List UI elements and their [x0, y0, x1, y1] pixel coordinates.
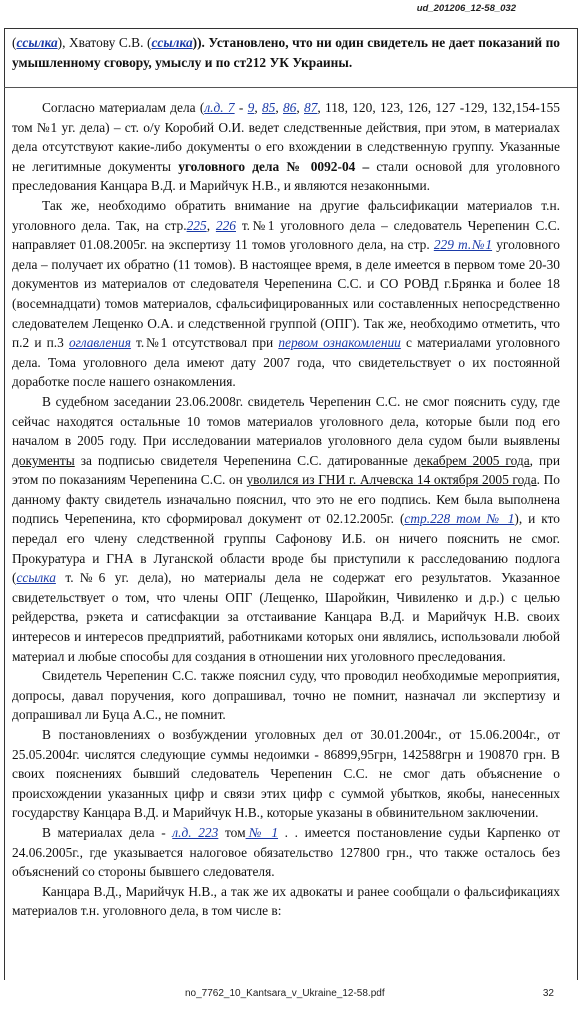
- link-reference[interactable]: ссылка: [16, 35, 58, 50]
- paragraph-judge-ruling: В материалах дела - л.д. 223 том№ 1 . . имеется постановление судьи Карпенко от 24.06.2005г., где указывается налоговое обязательство 127800 грн., что также осталось без объяснений со стороны бывшего следователя.: [12, 824, 561, 880]
- link-reference[interactable]: ссылка: [16, 570, 56, 586]
- intro-block: [12, 33, 560, 72]
- document-id-header: ud_201206_12-58_032: [416, 3, 516, 14]
- page-number: 32: [542, 988, 554, 999]
- main-text: [12, 94, 560, 921]
- paragraph-complaints: Канцара В.Д., Марийчук Н.В., а так же их адвокаты и ранее сообщали о фальсификациях материалов т.н. уголовного дела, в том числе в:: [12, 883, 560, 919]
- link-case-page[interactable]: 86: [282, 100, 297, 115]
- link-volume[interactable]: № 1: [245, 824, 279, 840]
- link-case-page[interactable]: стр.228 том № 1: [404, 511, 515, 527]
- paragraph-case-materials: Согласно материалам дела (л.д. 7 - 9, 85, 86, 87, 118, 120, 123, 126, 127 -129, 132,154-155 том №1 уг. дела) – ст. о/у Коробий О.И. ведет следственные действия, при этом, в материалах дела отсутствуют какие-либо документы о его вхождении в следственную группу. Указанные не легитимные документы уголовного дела № 0092-04 – стали основой для уголовного преследования Канцара В.Д. и Марийчук Н.В., и являются незаконными.: [12, 100, 560, 194]
- link-reference[interactable]: ссылка: [151, 35, 193, 50]
- link-first-review[interactable]: первом ознакомлении: [278, 335, 401, 351]
- link-case-page[interactable]: 226: [215, 217, 236, 233]
- link-case-page[interactable]: 85: [261, 100, 276, 115]
- paragraph-court-hearing: В судебном заседании 23.06.2008г. свидетель Черепенин С.С. не смог пояснить суду, где сейчас находятся остальные 10 томов материалов уголовного дела, которые были под его началом в 2005 году. При исследовании материалов уголовного дела судом были выявлены документы за подписью свидетеля Черепенина С.С. датированные декабрем 2005 года, при этом по показаниям Черепенина С.С. он уволился из ГНИ г. Алчевска 14 октября 2005 года. По данному факту свидетель изначально пояснил, что это не его подпись. Кем была выполнена подпись Черепенина, кто сформировал документ от 02.12.2005г. (стр.228 том № 1), и кто передал его члену следственной группы Сафонову И.Б. он ничего пояснить не смог. Прокуратура и ГНА в Луганской области вроде бы приступили к расследованию подлога (ссылка т.№6 уг. дела), но материалы дела не содержат его результатов. Указанное свидетельствует о том, что члены ОПГ (Лещенко, Шаройкин, Чивиленко и д.р.) с целью рейдерства, рэкета и сатисфакции за отстаивание Канцара В.Д. и Марийчук Н.В. своих интересов и интересов предприятий, работниками которых они являлись, использовали любой материал и любые способы для создания в отношении них уголовного преследования.: [12, 393, 560, 664]
- link-case-page[interactable]: л.д. 7: [204, 100, 235, 115]
- link-table-of-contents[interactable]: оглавления: [68, 335, 131, 351]
- link-case-page[interactable]: 87: [304, 100, 318, 115]
- section-divider: [4, 87, 577, 88]
- link-case-page[interactable]: 225: [186, 217, 207, 233]
- footer-filename: no_7762_10_Kantsara_v_Ukraine_12-58.pdf: [185, 988, 385, 999]
- paragraph-witness: Свидетель Черепенин С.С. также пояснил суду, что проводил необходимые мероприятия, допросы, давал поручения, кого допрашивал, точно не помнит, назначал ли экспертизу и допрашивал ли Буца А.С., не помнит.: [12, 668, 560, 723]
- paragraph-falsifications: Так же, необходимо обратить внимание на другие фальсификации материалов т.н. уголовного дела. Так, на стр.225, 226 т.№1 уголовного дела – следователь Черепенин С.С. направляет 01.08.2005г. на экспертизу 11 томов уголовного дела, на стр. 229 т.№1 уголовного дела – получает их обратно (11 томов). В настоящее время, в деле имеется в первом томе 20-30 документов из материалов от следователя Черепенина С.С. и СО РОВД г.Брянка и более 18 (восемнадцати) томов материалов, сфальсифицированных или составленных непосредственно следователем Лещенко О.А. и следственной группой (ОПГ). Так же, необходимо отметить, что п.2 и п.3 оглавления т.№1 отсутствовал при первом ознакомлении с материалами уголовного дела. Тома уголовного дела имеют дату 2007 года, что свидетельствует о их постоянной доработке после нашего ознакомления.: [12, 197, 561, 390]
- intro-paragraph: (ссылка), Хватову С.В. (ссылка)). Установлено, что ни один свидетель не дает показаний по умышленному сговору, умыслу и по ст212 УК Украины.: [12, 35, 560, 70]
- link-case-page[interactable]: 229 т.№1: [433, 237, 493, 253]
- link-case-page[interactable]: л.д. 223: [172, 824, 219, 840]
- link-case-page[interactable]: 9: [247, 100, 255, 115]
- paragraph-resolutions: В постановлениях о возбуждении уголовных дел от 30.01.2004г., от 15.06.2004г., от 25.05.2004г. числятся следующие суммы недоимки - 86899,95грн, 142588грн и 190870 грн. В своих пояснениях бывший следователь Черепенин С.С. не смог дать объяснение о происхождении указанных цифр и связи этих цифр с суммой убытков, якобы, нанесенных государству Канцара В.Д. и Марийчук Н.В., которые указаны в обвинительном заключении.: [12, 727, 560, 821]
